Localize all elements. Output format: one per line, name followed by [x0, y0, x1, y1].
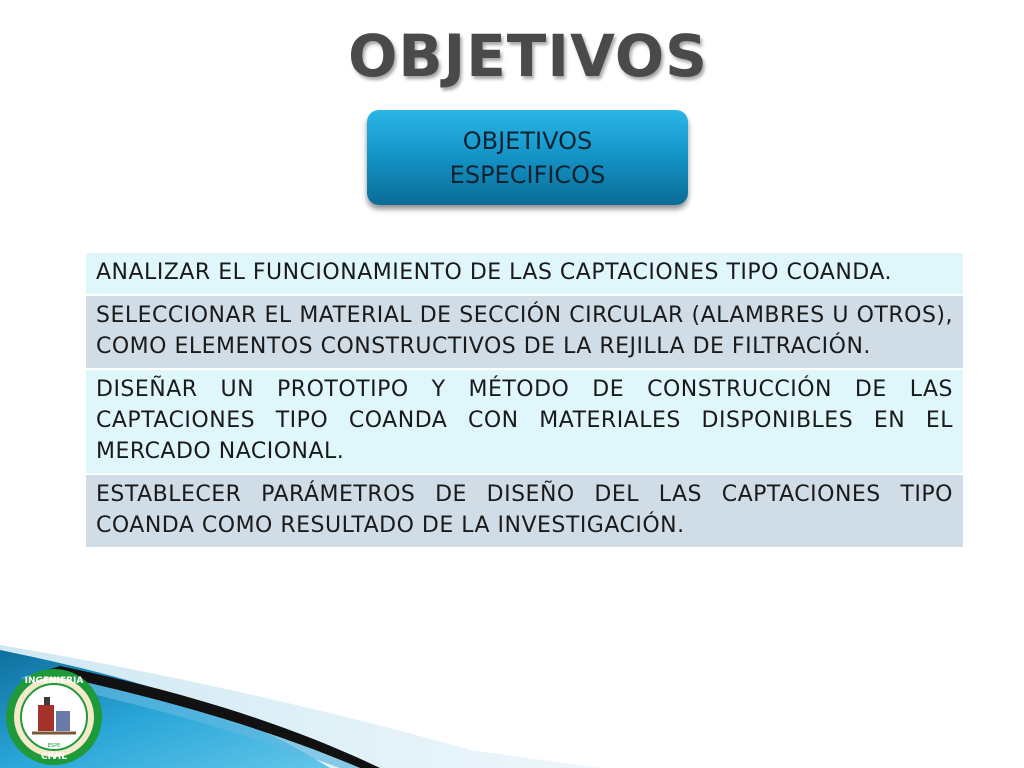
objectives-table	[86, 253, 963, 549]
badge-line-2: ESPECIFICOS	[449, 160, 606, 189]
svg-text:INGENIERIA: INGENIERIA	[24, 676, 84, 686]
svg-text:ESPE: ESPE	[47, 743, 61, 749]
objective-row: ESTABLECER PARÁMETROS DE DISEÑO DEL LAS CAPTACIONES TIPO COANDA COMO RESULTADO DE LA INVESTIGACIÓN.	[86, 475, 963, 549]
slide-title: OBJETIVOS	[348, 22, 708, 90]
objective-row: SELECCIONAR EL MATERIAL DE SECCIÓN CIRCULAR (ALAMBRES U OTROS), COMO ELEMENTOS CONSTRUCTIVOS DE LA REJILLA DE FILTRACIÓN.	[86, 296, 963, 370]
svg-text:CIVIL: CIVIL	[40, 752, 68, 762]
badge-line-1: OBJETIVOS	[462, 126, 593, 155]
objective-row: DISEÑAR UN PROTOTIPO Y MÉTODO DE CONSTRUCCIÓN DE LAS CAPTACIONES TIPO COANDA CON MATERIALES DISPONIBLES EN EL MERCADO NACIONAL.	[86, 370, 963, 475]
objectives-specific-badge	[367, 110, 688, 205]
objective-row: ANALIZAR EL FUNCIONAMIENTO DE LAS CAPTACIONES TIPO COANDA.	[86, 253, 963, 296]
engineering-civil-logo	[4, 667, 104, 767]
bottom-swoosh-decoration	[0, 600, 1024, 768]
